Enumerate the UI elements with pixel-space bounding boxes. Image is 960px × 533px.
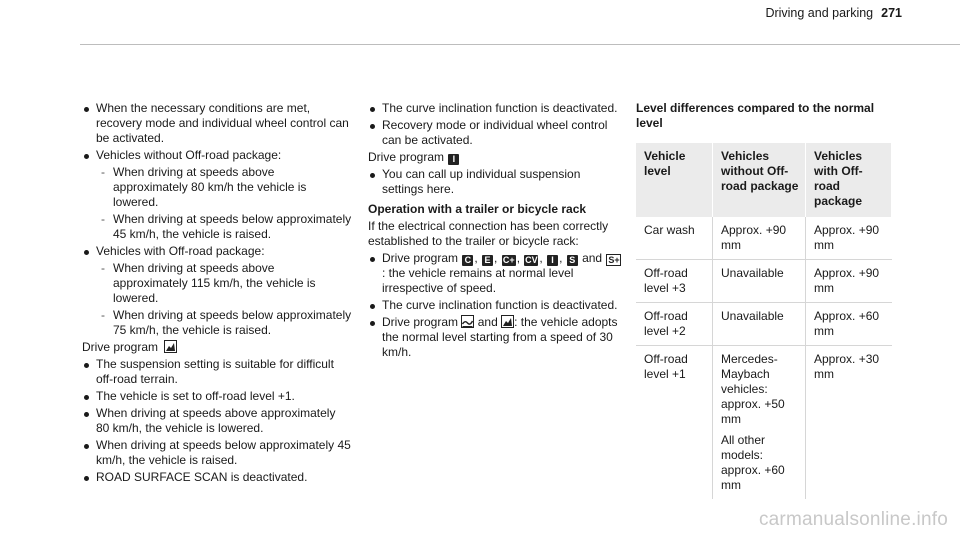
column-left bbox=[82, 101, 352, 487]
list-item: When driving at speeds below approximately 45 km/h, the vehicle is raised. bbox=[82, 438, 352, 468]
bullet-list bbox=[82, 357, 352, 485]
table-cell: Unavailable bbox=[713, 303, 806, 346]
table-cell: Off-road level +3 bbox=[636, 260, 713, 303]
table-row bbox=[636, 217, 892, 260]
column-middle bbox=[368, 101, 623, 362]
list-item-text: Vehicles with Off-road package: bbox=[96, 244, 265, 258]
comfort-plus-program-icon: C+ bbox=[502, 255, 515, 265]
dash-list bbox=[96, 261, 352, 338]
eco-program-icon: E bbox=[482, 255, 493, 266]
table-cell: Off-road level +2 bbox=[636, 303, 713, 346]
table-cell: Approx. +60 mm bbox=[806, 303, 892, 346]
table-cell: Unavailable bbox=[713, 260, 806, 303]
cell-part: Mercedes-Maybach vehicles: approx. +50 mm bbox=[721, 352, 785, 426]
list-item bbox=[82, 148, 352, 242]
text: Drive program bbox=[382, 315, 459, 329]
comfort-program-icon: C bbox=[462, 255, 473, 266]
drive-program-label: Drive program bbox=[82, 340, 159, 354]
table-cell: Car wash bbox=[636, 217, 713, 260]
dash-item: - When driving at speeds below approximately 45 km/h, the vehicle is raised. bbox=[96, 212, 352, 242]
drive-program-line bbox=[368, 150, 623, 165]
table-title: Level differences compared to the normal level bbox=[636, 101, 875, 130]
level-table bbox=[636, 143, 892, 499]
rock-crawl-icon bbox=[164, 340, 177, 353]
section-heading: Operation with a trailer or bicycle rack bbox=[368, 202, 587, 216]
drive-program-line bbox=[82, 340, 352, 355]
list-item bbox=[82, 244, 352, 338]
text: : the vehicle remains at normal level irrespective of speed. bbox=[382, 266, 574, 295]
table-cell: Off-road level +1 bbox=[636, 346, 713, 500]
table-row bbox=[636, 346, 892, 500]
paragraph: If the electrical connection has been correctly established to the trailer or bicycle rack: bbox=[368, 219, 609, 248]
list-item: The suspension setting is suitable for difficult off-road terrain. bbox=[82, 357, 352, 387]
dash-list bbox=[96, 165, 352, 242]
list-item: When the necessary conditions are met, recovery mode and individual wheel control can be activated. bbox=[82, 101, 352, 146]
table-row bbox=[636, 303, 892, 346]
list-item bbox=[368, 315, 623, 360]
list-item: You can call up individual suspension settings here. bbox=[368, 167, 623, 197]
table-cell bbox=[713, 346, 806, 500]
dash-item: - When driving at speeds above approximately 80 km/h the vehicle is lowered. bbox=[96, 165, 352, 210]
table-cell: Approx. +30 mm bbox=[814, 352, 880, 381]
header-divider bbox=[80, 44, 960, 45]
list-item: ROAD SURFACE SCAN is deactivated. bbox=[82, 470, 352, 485]
column-header: Vehicle level bbox=[636, 143, 713, 217]
page-number: 271 bbox=[881, 6, 902, 20]
list-item-text: Vehicles without Off-road package: bbox=[96, 148, 282, 162]
watermark: carmanualsonline.info bbox=[758, 509, 948, 530]
individual-program-icon: I bbox=[448, 154, 459, 165]
bullet-list bbox=[368, 251, 623, 360]
list-item: Drive program C , E , C+ , CV , I , S and S+: the vehicle remains at normal level irrespective of speed. bbox=[368, 251, 623, 296]
bullet-list bbox=[368, 167, 623, 197]
text: and bbox=[582, 251, 603, 265]
table-cell: Approx. +90 mm bbox=[713, 217, 806, 260]
offroad-program-icon bbox=[461, 315, 474, 328]
page-header bbox=[765, 6, 902, 21]
curve-program-icon: CV bbox=[525, 255, 538, 265]
list-item: Recovery mode or individual wheel control can be activated. bbox=[368, 118, 623, 148]
column-header: Vehicles with Off-road package bbox=[806, 143, 892, 217]
section-title: Driving and parking bbox=[765, 6, 874, 20]
text: Drive program bbox=[382, 251, 459, 265]
list-item: The vehicle is set to off-road level +1. bbox=[82, 389, 352, 404]
sport-program-icon: S bbox=[567, 255, 578, 266]
table-header-row bbox=[636, 143, 892, 217]
list-item: The curve inclination function is deactivated. bbox=[368, 298, 623, 313]
dash-item: - When driving at speeds above approximately 115 km/h, the vehicle is lowered. bbox=[96, 261, 352, 306]
table-row bbox=[636, 260, 892, 303]
drive-program-label: Drive program bbox=[368, 150, 445, 164]
sport-plus-program-icon: S+ bbox=[608, 255, 620, 265]
dash-item: - When driving at speeds below approximately 75 km/h, the vehicle is raised. bbox=[96, 308, 352, 338]
rock-crawl-icon bbox=[501, 315, 514, 328]
text: and bbox=[477, 315, 498, 329]
table-cell: Approx. +90 mm bbox=[806, 260, 892, 303]
bullet-list bbox=[368, 101, 623, 148]
individual-program-icon: I bbox=[547, 255, 558, 266]
list-item: When driving at speeds above approximately 80 km/h, the vehicle is lowered. bbox=[82, 406, 352, 436]
text: : the vehicle adopts the normal level starting from a speed of 30 km/h. bbox=[382, 315, 618, 359]
table-cell: Approx. +90 mm bbox=[806, 217, 892, 260]
column-right bbox=[636, 101, 898, 499]
cell-part: All other models: approx. +60 mm bbox=[721, 433, 785, 492]
column-header: Vehicles without Off-road package bbox=[713, 143, 806, 217]
list-item: The curve inclination function is deactivated. bbox=[368, 101, 623, 116]
bullet-list bbox=[82, 101, 352, 338]
